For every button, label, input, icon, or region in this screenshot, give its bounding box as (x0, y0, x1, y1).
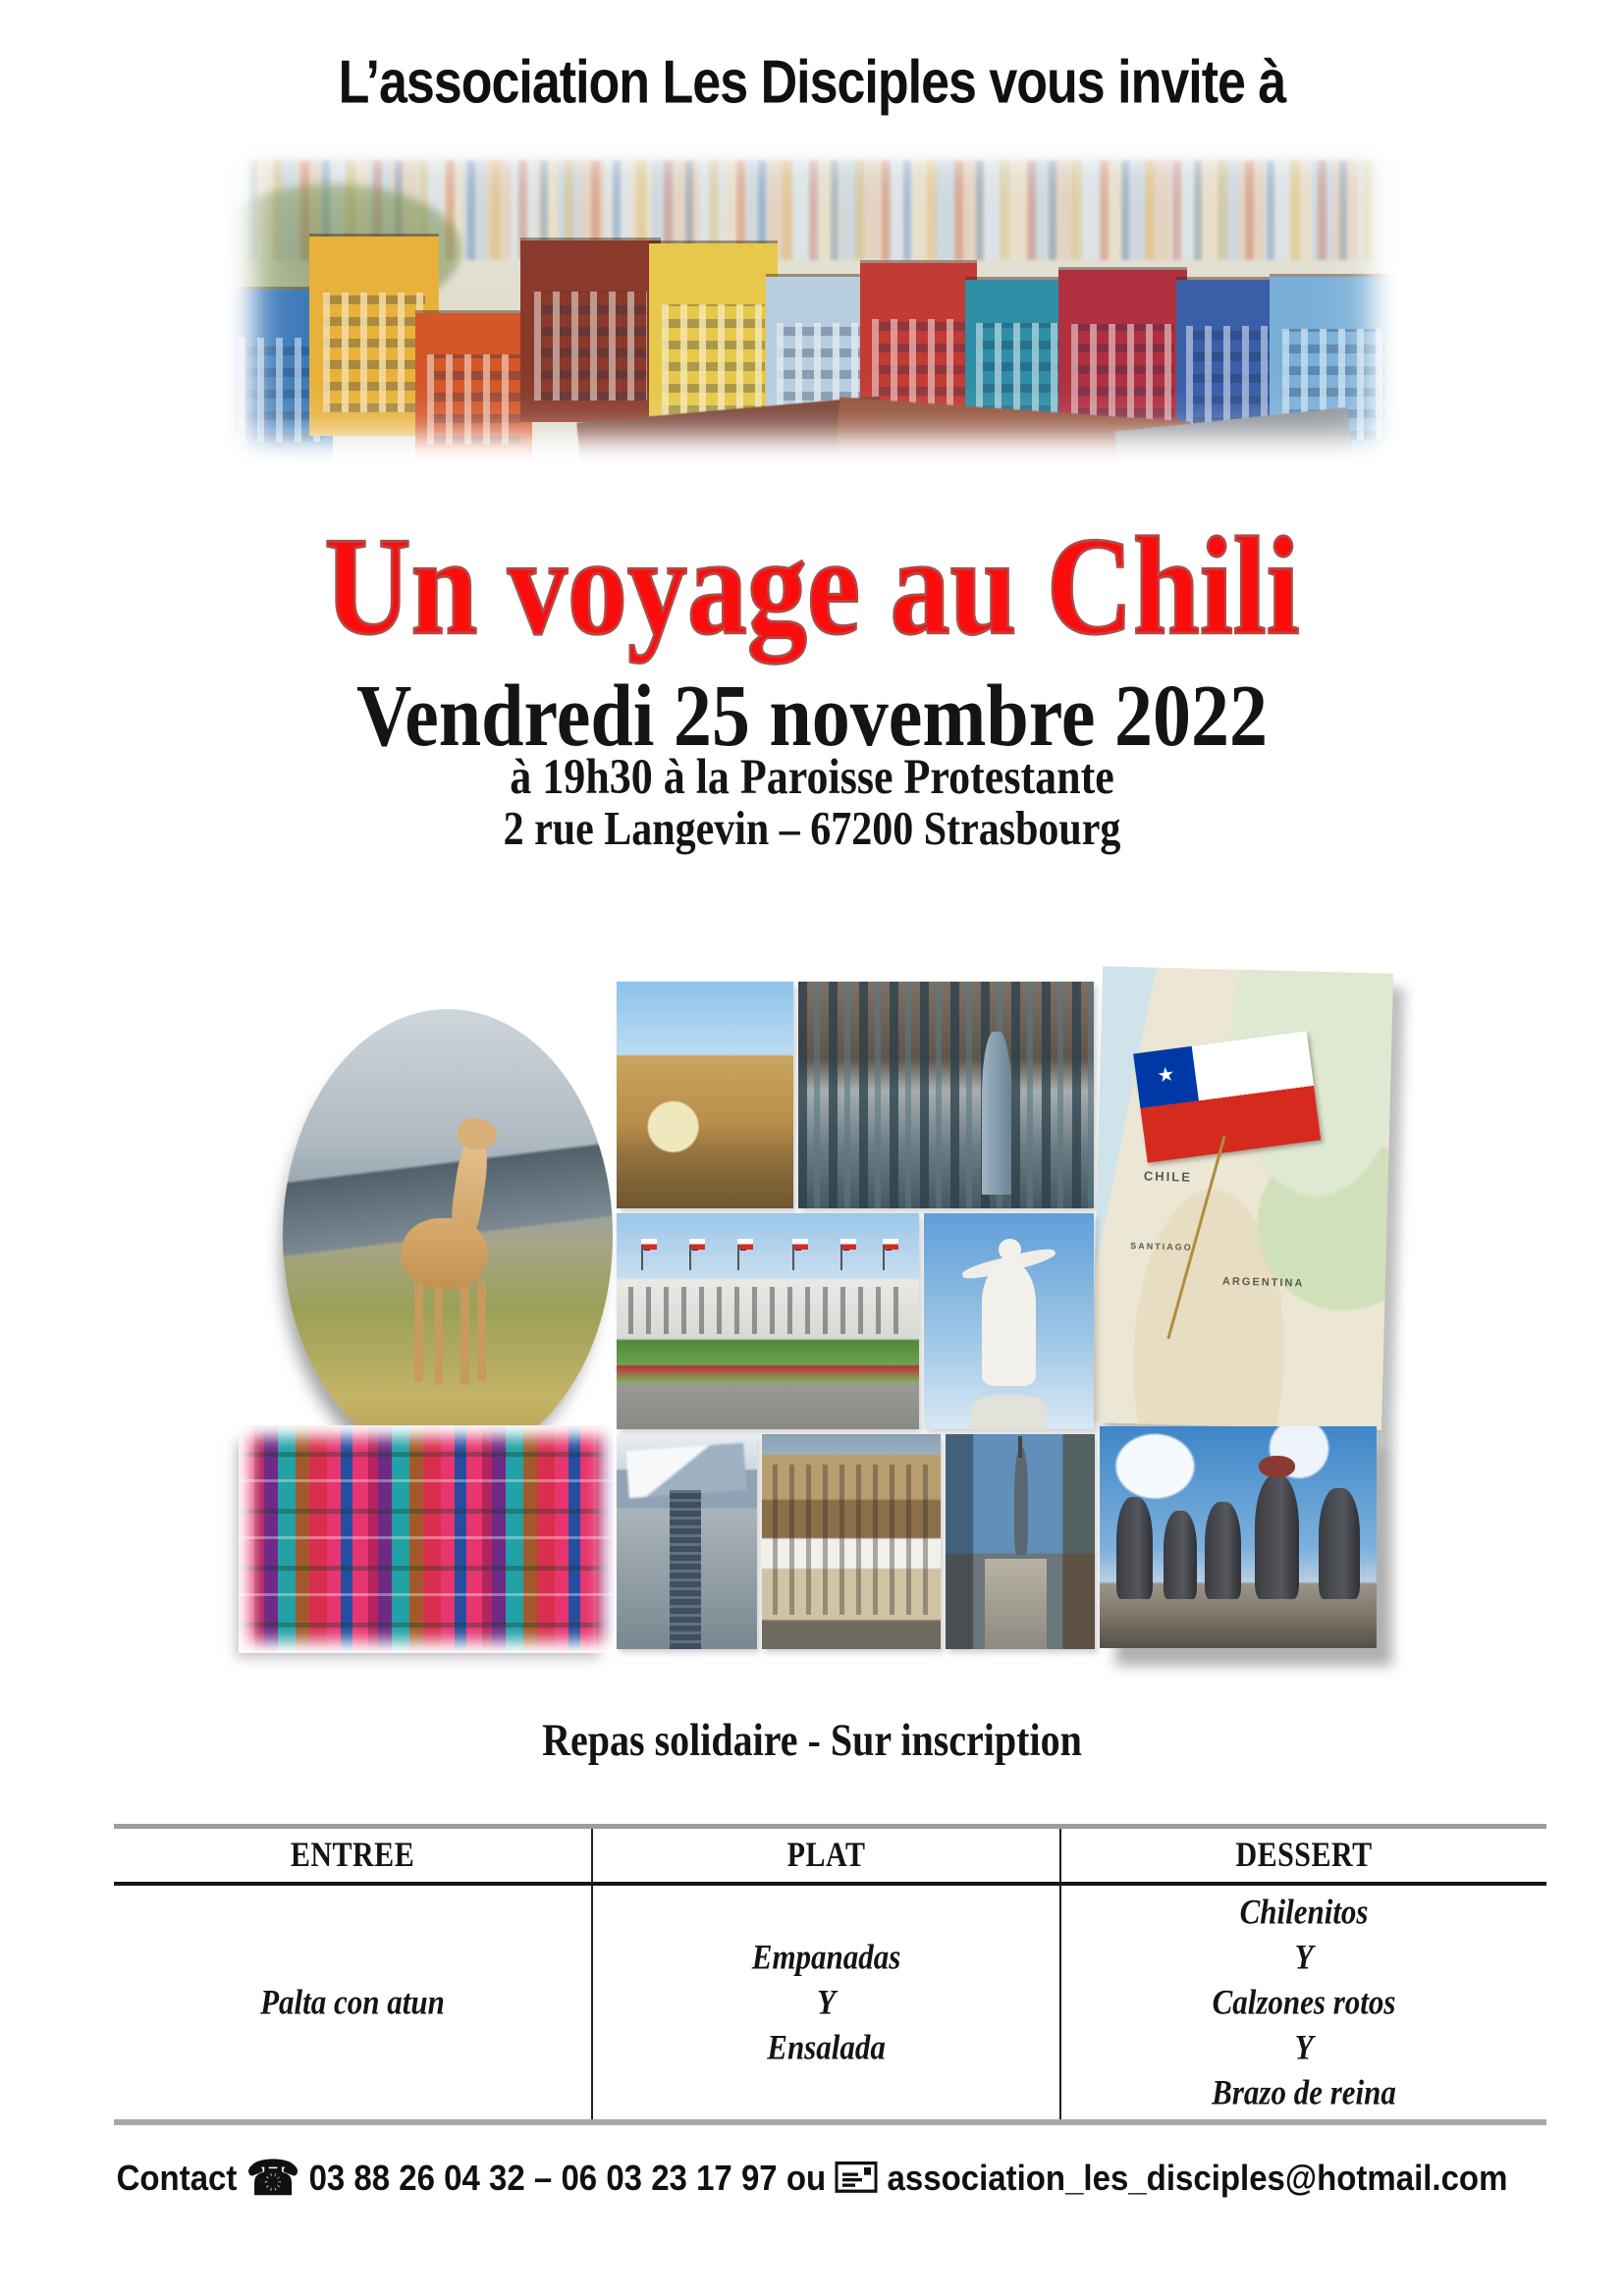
moai-statue (1164, 1511, 1197, 1599)
moai-statue (1319, 1488, 1360, 1599)
street-road (985, 1559, 1048, 1649)
guanaco-leg (460, 1286, 469, 1386)
palace-flag (792, 1239, 808, 1250)
statue-pedestal (971, 1395, 1046, 1429)
contact-conjunction: ou (785, 2158, 827, 2198)
contact-phones: 03 88 26 04 32 – 06 03 23 17 97 (308, 2158, 778, 2198)
guanaco-leg (477, 1281, 486, 1381)
entel-tower-street-photo (946, 1434, 1095, 1649)
menu-item: Calzones rotos (1212, 1982, 1396, 2022)
event-date: Vendredi 25 novembre 2022 (355, 665, 1269, 765)
menu-cell-entree (114, 1886, 593, 2119)
santiago-skyline-photo (798, 982, 1094, 1208)
menu-cell-dessert (1061, 1886, 1546, 2119)
menu-table-body-row (114, 1886, 1546, 2125)
menu-table-header-row (114, 1824, 1546, 1886)
guanaco-head (458, 1118, 497, 1149)
palace-flag (641, 1239, 657, 1250)
menu-cell-plat (593, 1886, 1061, 2119)
menu-item: Palta con atun (260, 1982, 445, 2022)
museum-buildings-photo (762, 1434, 941, 1649)
moai-statue (1205, 1502, 1241, 1599)
colorful-textiles-photo (239, 1425, 614, 1653)
menu-item: Ensalada (767, 2027, 886, 2067)
la-moneda-palace-photo (617, 1213, 919, 1429)
statue-body (982, 1260, 1036, 1386)
page-title: L’association Les Disciples vous invite à (338, 48, 1286, 117)
menu-header-entree: ENTREE (114, 1829, 593, 1882)
chile-flag (1134, 1032, 1322, 1163)
guanaco-leg (435, 1286, 444, 1386)
telephone-icon: ☎ (245, 2152, 300, 2206)
palace-flag (737, 1239, 753, 1250)
guanaco-oval-photo (283, 1009, 613, 1463)
palace-flag (883, 1239, 898, 1250)
chile-map-flag-photo (1091, 966, 1393, 1430)
map-label-argentina: ARGENTINA (1221, 1275, 1305, 1290)
menu-item: Y (817, 1982, 837, 2022)
moai-topknot (1259, 1456, 1296, 1478)
menu-item: Y (1294, 2027, 1314, 2067)
menu-item: Chilenitos (1239, 1892, 1369, 1932)
menu-item: Empanadas (751, 1937, 901, 1977)
contact-email: association_les_disciples@hotmail.com (887, 2158, 1508, 2198)
guanaco-body (402, 1218, 487, 1291)
statue-head (999, 1239, 1020, 1260)
fountain-dome-photo (617, 982, 793, 1208)
flag-pin (1166, 1137, 1225, 1340)
map-label-chile: CHILE (1143, 1167, 1193, 1185)
menu-item: Y (1294, 1937, 1314, 1977)
palace-flag (689, 1239, 705, 1250)
valparaiso-houses-photo (228, 131, 1398, 462)
menu-table (114, 1824, 1546, 2125)
menu-header-dessert: DESSERT (1235, 1835, 1373, 1875)
virgin-mary-statue-photo (924, 1213, 1094, 1429)
event-time-place: à 19h30 à la Paroisse Protestante (510, 749, 1114, 805)
contact-label: Contact (116, 2158, 238, 2198)
menu-header-plat: PLAT (593, 1829, 1061, 1882)
easter-island-moai-photo (1100, 1426, 1377, 1648)
moai-statue (1255, 1475, 1299, 1600)
palace-flag (840, 1239, 856, 1250)
contact-line (0, 2154, 1624, 2204)
map-label-santiago: SANTIAGO (1130, 1241, 1193, 1253)
house-block (415, 313, 532, 462)
house-block (520, 240, 661, 423)
registration-line: Repas solidaire - Sur inscription (542, 1714, 1082, 1766)
event-title: Un voyage au Chili (324, 508, 1300, 665)
moai-statue (1116, 1497, 1153, 1599)
menu-item: Brazo de reina (1212, 2072, 1396, 2112)
event-address: 2 rue Langevin – 67200 Strasbourg (503, 803, 1121, 856)
guanaco-leg (414, 1281, 423, 1381)
skyscraper-mountain-photo (617, 1434, 757, 1649)
stamped-envelope-icon (835, 2160, 878, 2194)
